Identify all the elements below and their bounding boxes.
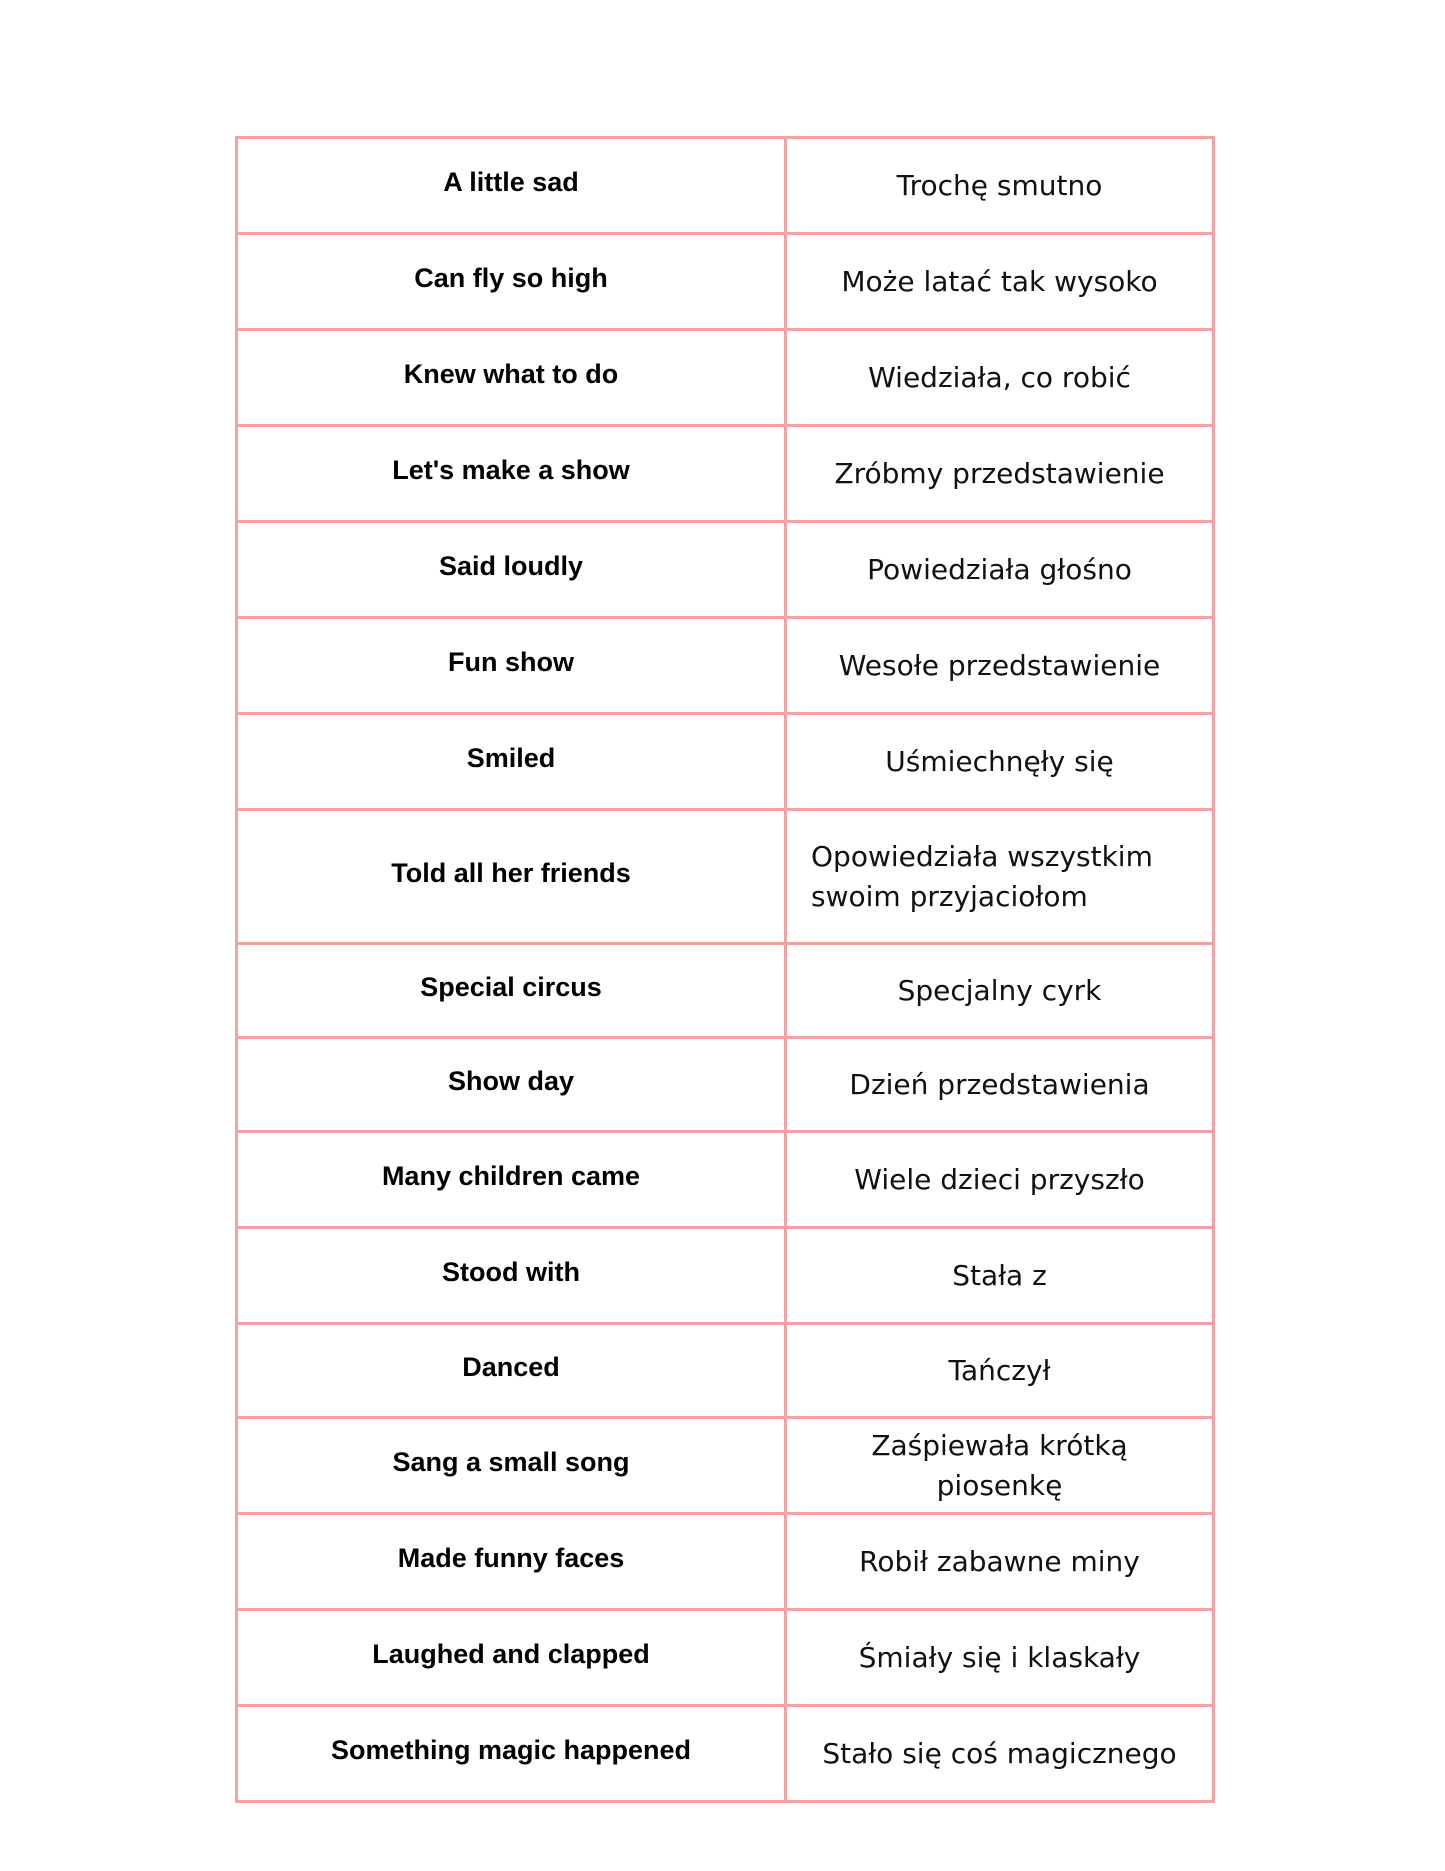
polish-translation: Robił zabawne miny bbox=[786, 1514, 1214, 1610]
polish-translation: Uśmiechnęły się bbox=[786, 714, 1214, 810]
table-row bbox=[237, 618, 1214, 714]
english-phrase: Stood with bbox=[237, 1228, 786, 1324]
polish-translation: Tańczył bbox=[786, 1324, 1214, 1418]
polish-translation: Specjalny cyrk bbox=[786, 944, 1214, 1038]
polish-translation: Zaśpiewała krótką piosenkę bbox=[786, 1418, 1214, 1514]
table-row bbox=[237, 426, 1214, 522]
polish-translation: Wiedziała, co robić bbox=[786, 330, 1214, 426]
polish-translation: Powiedziała głośno bbox=[786, 522, 1214, 618]
english-phrase: Can fly so high bbox=[237, 234, 786, 330]
table-row bbox=[237, 1038, 1214, 1132]
polish-translation: Może latać tak wysoko bbox=[786, 234, 1214, 330]
polish-translation: Opowiedziała wszystkim swoim przyjaciołom bbox=[786, 810, 1214, 944]
english-phrase: Laughed and clapped bbox=[237, 1610, 786, 1706]
english-phrase: Smiled bbox=[237, 714, 786, 810]
polish-translation: Wesołe przedstawienie bbox=[786, 618, 1214, 714]
english-phrase: Show day bbox=[237, 1038, 786, 1132]
table-row bbox=[237, 1706, 1214, 1802]
table-row bbox=[237, 944, 1214, 1038]
english-phrase: Made funny faces bbox=[237, 1514, 786, 1610]
polish-translation: Zróbmy przedstawienie bbox=[786, 426, 1214, 522]
polish-translation: Trochę smutno bbox=[786, 138, 1214, 234]
english-phrase: Sang a small song bbox=[237, 1418, 786, 1514]
english-phrase: A little sad bbox=[237, 138, 786, 234]
table-row bbox=[237, 1324, 1214, 1418]
english-phrase: Told all her friends bbox=[237, 810, 786, 944]
table-row bbox=[237, 1610, 1214, 1706]
table-row bbox=[237, 810, 1214, 944]
table-row bbox=[237, 1418, 1214, 1514]
english-phrase: Danced bbox=[237, 1324, 786, 1418]
table-row bbox=[237, 714, 1214, 810]
polish-translation: Dzień przedstawienia bbox=[786, 1038, 1214, 1132]
table-row bbox=[237, 234, 1214, 330]
polish-translation: Śmiały się i klaskały bbox=[786, 1610, 1214, 1706]
english-phrase: Said loudly bbox=[237, 522, 786, 618]
english-phrase: Let's make a show bbox=[237, 426, 786, 522]
vocabulary-table bbox=[235, 136, 1215, 1803]
table-row bbox=[237, 1228, 1214, 1324]
english-phrase: Knew what to do bbox=[237, 330, 786, 426]
english-phrase: Fun show bbox=[237, 618, 786, 714]
table-row bbox=[237, 330, 1214, 426]
polish-translation: Stało się coś magicznego bbox=[786, 1706, 1214, 1802]
english-phrase: Many children came bbox=[237, 1132, 786, 1228]
table-row bbox=[237, 1514, 1214, 1610]
table-row bbox=[237, 1132, 1214, 1228]
table-row bbox=[237, 522, 1214, 618]
english-phrase: Special circus bbox=[237, 944, 786, 1038]
english-phrase: Something magic happened bbox=[237, 1706, 786, 1802]
table-row bbox=[237, 138, 1214, 234]
polish-translation: Stała z bbox=[786, 1228, 1214, 1324]
polish-translation: Wiele dzieci przyszło bbox=[786, 1132, 1214, 1228]
